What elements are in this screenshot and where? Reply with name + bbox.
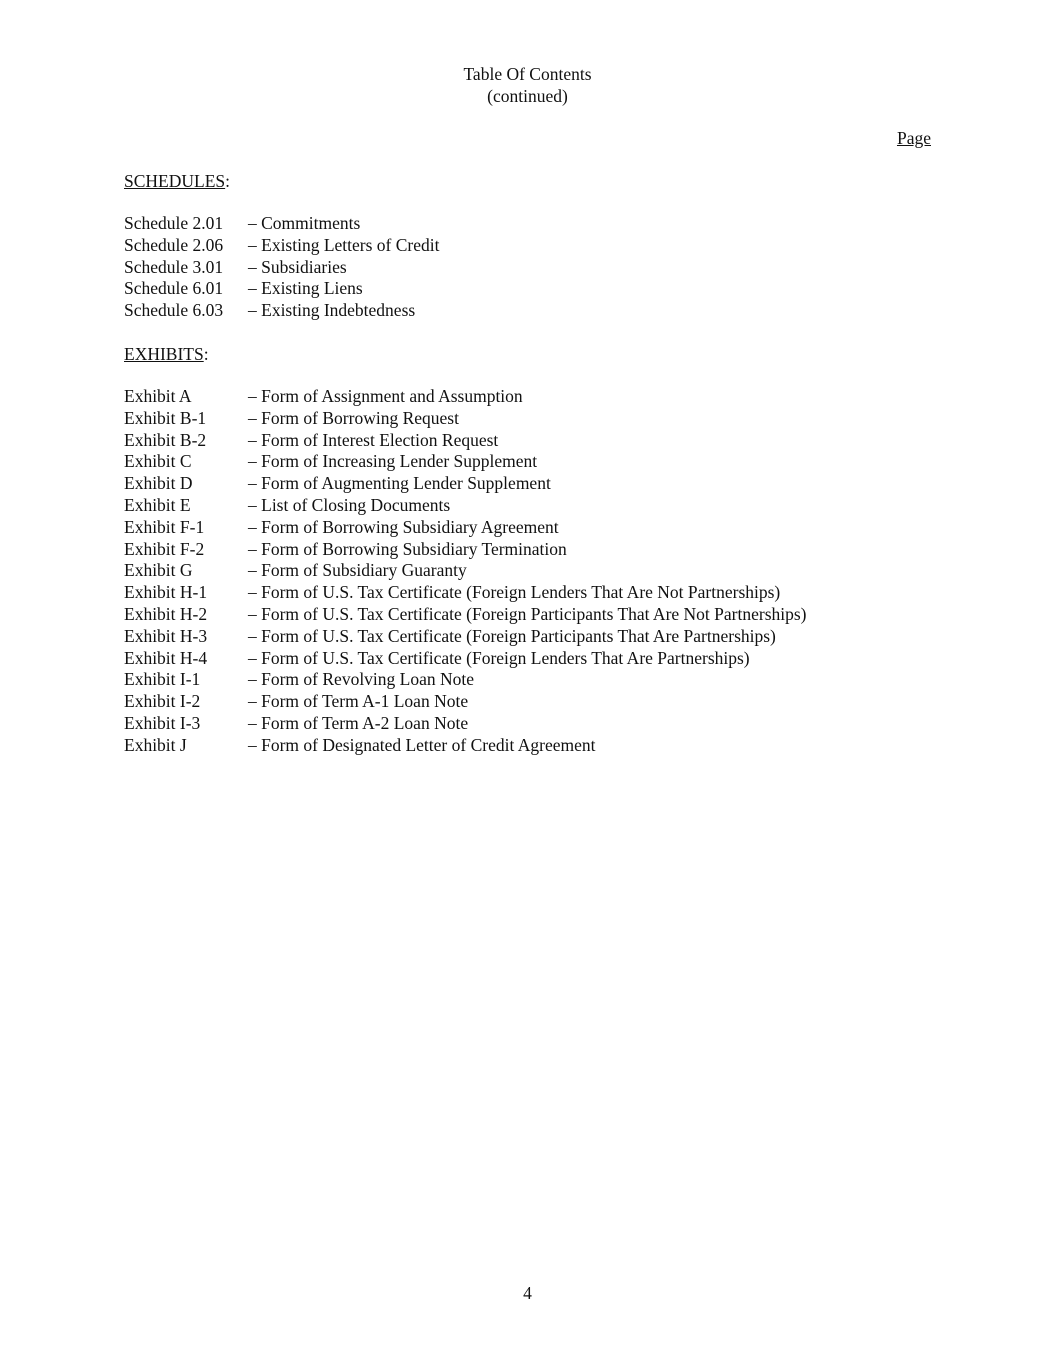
schedule-code: Schedule 6.03 [124, 300, 224, 321]
exhibit-code: Exhibit D [124, 473, 193, 494]
schedule-item [124, 234, 440, 256]
schedule-desc: – Subsidiaries [248, 256, 347, 277]
exhibit-item [124, 385, 807, 407]
exhibit-code: Exhibit F-2 [124, 538, 205, 559]
schedule-desc: – Commitments [248, 213, 361, 233]
exhibit-desc: – Form of U.S. Tax Certificate (Foreign Participants That Are Partnerships) [248, 625, 776, 646]
exhibit-desc: – Form of Subsidiary Guaranty [248, 560, 467, 581]
exhibit-desc: – Form of Borrowing Subsidiary Termination [248, 538, 567, 559]
exhibit-item [124, 668, 807, 690]
exhibit-desc: – Form of U.S. Tax Certificate (Foreign Participants That Are Not Partnerships) [248, 603, 807, 624]
exhibit-desc: – Form of Revolving Loan Note [248, 669, 475, 690]
exhibit-item [124, 429, 807, 451]
schedule-code: Schedule 2.06 [124, 234, 224, 255]
exhibit-code: Exhibit I-1 [124, 669, 201, 690]
exhibit-item [124, 647, 807, 669]
exhibits-list [124, 385, 807, 756]
exhibit-item [124, 625, 807, 647]
schedule-item [124, 299, 440, 321]
schedule-desc: – Existing Letters of Credit [248, 234, 440, 255]
exhibit-code: Exhibit H-1 [124, 582, 208, 603]
exhibit-desc: – Form of U.S. Tax Certificate (Foreign Lenders That Are Not Partnerships) [248, 582, 781, 603]
exhibit-desc: – Form of U.S. Tax Certificate (Foreign Lenders That Are Partnerships) [248, 647, 750, 668]
exhibit-item [124, 516, 807, 538]
exhibit-desc: – Form of Borrowing Request [248, 407, 459, 428]
exhibit-desc: – Form of Assignment and Assumption [248, 386, 523, 406]
page-column-label: Page [896, 128, 931, 148]
exhibit-item [124, 690, 807, 712]
exhibit-item [124, 603, 807, 625]
schedule-desc: – Existing Liens [248, 278, 363, 299]
exhibit-item [124, 494, 807, 516]
exhibit-code: Exhibit G [124, 560, 193, 581]
exhibit-code: Exhibit H-2 [124, 603, 208, 624]
exhibit-item [124, 538, 807, 560]
exhibit-desc: – Form of Term A-1 Loan Note [248, 691, 469, 712]
exhibit-desc: – Form of Interest Election Request [248, 429, 499, 450]
exhibit-code: Exhibit H-4 [124, 647, 208, 668]
exhibit-code: Exhibit A [124, 386, 192, 406]
exhibit-item [124, 581, 807, 603]
exhibit-code: Exhibit E [124, 494, 191, 515]
schedules-heading [124, 170, 230, 192]
exhibit-code: Exhibit I-3 [124, 712, 201, 733]
exhibits-heading-text: EXHIBITS [124, 344, 204, 364]
exhibit-code: Exhibit F-1 [124, 516, 205, 537]
schedule-item [124, 277, 440, 299]
exhibit-desc: – List of Closing Documents [248, 494, 451, 515]
exhibit-code: Exhibit H-3 [124, 625, 208, 646]
schedule-item [124, 256, 440, 278]
schedule-code: Schedule 3.01 [124, 256, 224, 277]
exhibit-code: Exhibit B-2 [124, 429, 207, 450]
exhibit-item [124, 450, 807, 472]
exhibit-desc: – Form of Term A-2 Loan Note [248, 712, 469, 733]
exhibits-heading-colon: : [203, 344, 209, 364]
schedule-code: Schedule 6.01 [124, 278, 224, 299]
exhibit-item [124, 472, 807, 494]
exhibit-code: Exhibit I-2 [124, 691, 201, 712]
exhibit-desc: – Form of Increasing Lender Supplement [248, 451, 538, 472]
exhibit-item [124, 407, 807, 429]
exhibit-item [124, 712, 807, 734]
schedule-desc: – Existing Indebtedness [248, 300, 416, 321]
exhibit-desc: – Form of Designated Letter of Credit Agreement [248, 734, 596, 755]
schedules-heading-colon: : [225, 171, 230, 191]
toc-title: Table Of Contents [463, 64, 592, 84]
schedule-code: Schedule 2.01 [124, 213, 224, 233]
schedules-heading-text: SCHEDULES [124, 171, 226, 191]
exhibit-item [124, 559, 807, 581]
schedule-item [124, 212, 440, 234]
exhibit-desc: – Form of Augmenting Lender Supplement [248, 473, 551, 494]
exhibit-code: Exhibit C [124, 451, 192, 472]
exhibits-heading [124, 343, 209, 365]
exhibit-item [124, 734, 807, 756]
page-number: 4 [523, 1283, 532, 1303]
exhibit-code: Exhibit J [124, 734, 187, 755]
exhibit-code: Exhibit B-1 [124, 407, 207, 428]
exhibit-desc: – Form of Borrowing Subsidiary Agreement [248, 516, 559, 537]
toc-subtitle: (continued) [487, 86, 568, 106]
schedules-list [124, 212, 440, 321]
